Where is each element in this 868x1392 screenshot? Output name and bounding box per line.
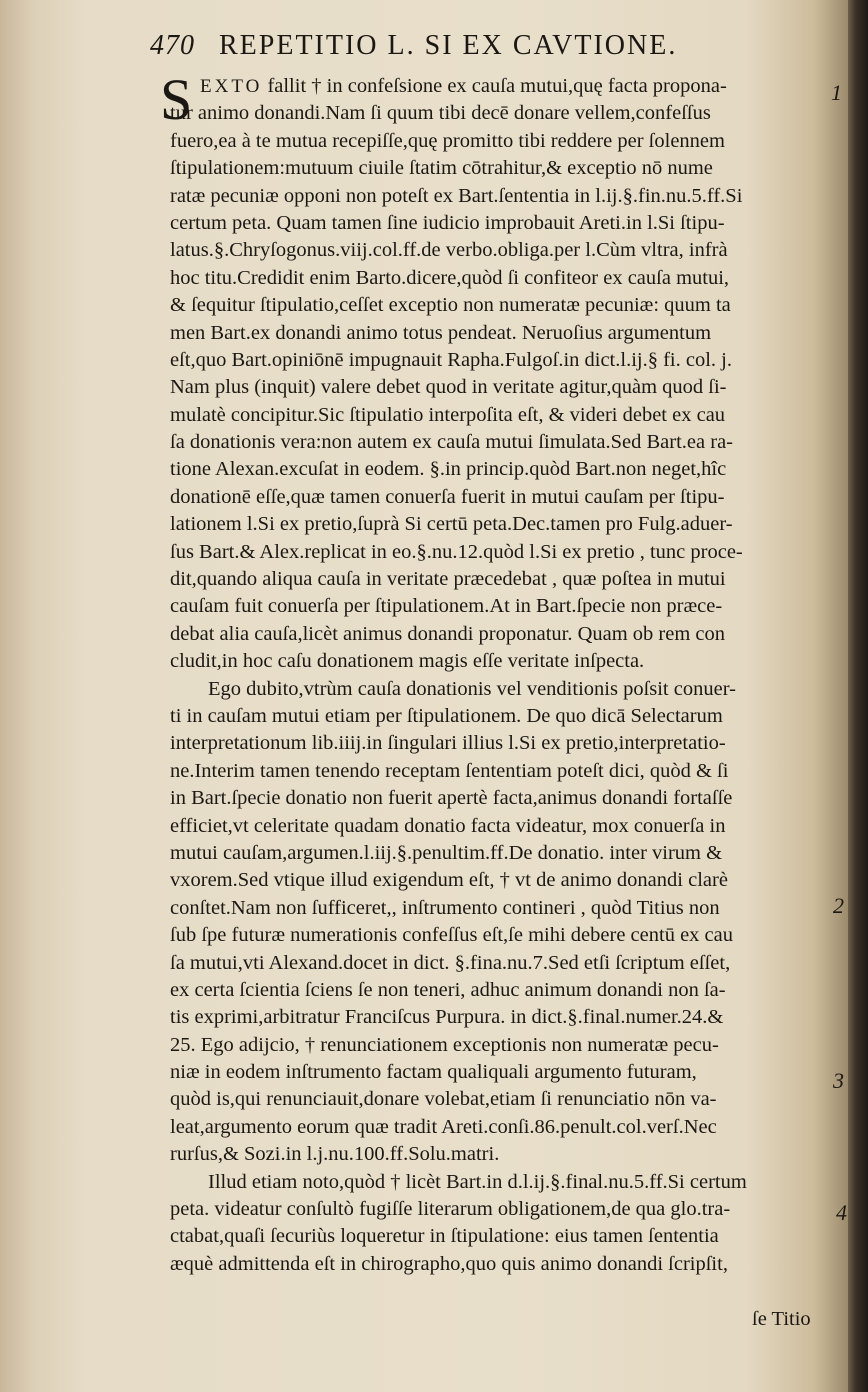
page-number: 470: [150, 30, 195, 61]
opening-word: EXTO: [200, 76, 263, 97]
main-text-block: [160, 67, 825, 1278]
text-line: & ſequitur ſtipulatio,ceſſet exceptio non numeratæ pecuniæ: quum ta: [170, 294, 731, 317]
text-line: ſa mutui,vti Alexand.docet in dict. §.fina.nu.7.Sed etſi ſcriptum eſſet,: [170, 951, 731, 974]
text-line: interpretationum lib.iiij.in ſingulari illius l.Si ex pretio,interpretatio-: [170, 732, 726, 755]
text-line: ſa donationis vera:non autem ex cauſa mutui ſimulata.Sed Bart.ea ra-: [170, 431, 733, 454]
margin-note-4: 4: [836, 1200, 847, 1225]
text-line: donationē eſſe,quæ tamen conuerſa fuerit in mutui cauſam per ſtipu-: [170, 485, 725, 508]
text-line: lationem l.Si ex pretio,ſuprà Si certū peta.Dec.tamen pro Fulg.aduer-: [170, 513, 733, 536]
text-line: tis exprimi,arbitratur Franciſcus Purpura. in dict.§.final.numer.24.&: [170, 1006, 724, 1029]
text-line: ex certa ſcientia ſciens ſe non teneri, adhuc animum donandi non ſa-: [170, 978, 726, 1001]
text-line-1: S EXTO fallit † in confeſsione ex cauſa mutui,quę facta propona-: [160, 67, 727, 132]
text-line: peta. videatur conſultò fugiſſe literarum obligationem,de qua glo.tra-: [170, 1198, 731, 1221]
catchword: ſe Titio: [752, 1308, 811, 1330]
text-line: niæ in eodem inſtrumento factam qualiquali argumento futuram,: [170, 1061, 697, 1084]
text-line: æquè admittenda eſt in chirographo,quo quis animo donandi ſcripſit,: [170, 1252, 728, 1275]
text-line: tur animo donandi.Nam ſi quum tibi decē donare vellem,confeſſus: [170, 102, 711, 125]
text-line: ſub ſpe futuræ numerationis confeſſus eſt,ſe mihi debere centū ex cau: [170, 924, 733, 947]
text-line: mulatè concipitur.Sic ſtipulatio interpoſita eſt, & videri debet ex cau: [170, 403, 726, 426]
text-line: tione Alexan.excuſat in eodem. §.in princip.quòd Bart.non neget,hîc: [170, 458, 727, 481]
text-line: men Bart.ex donandi animo totus pendeat. Neruoſius argumentum: [170, 321, 712, 344]
text-line: vxorem.Sed vtique illud exigendum eſt, † vt de animo donandi clarè: [170, 869, 728, 892]
text-line: rurſus,& Sozi.in l.j.nu.100.ff.Solu.matri.: [170, 1143, 500, 1166]
text-line: 25. Ego adijcio, † renunciationem exceptionis non numeratæ pecu-: [170, 1033, 719, 1056]
text-line: eſt,quo Bart.opiniōnē impugnauit Rapha.Fulgoſ.in dict.l.ij.§ fi. col. j.: [170, 348, 732, 371]
text-line: conſtet.Nam non ſufficeret,, inſtrumento contineri , quòd Titius non: [170, 896, 720, 919]
text-line: cludit,in hoc caſu donationem magis eſſe veritate inſpecta.: [170, 650, 645, 673]
text-line: cauſam fuit conuerſa per ſtipulationem.At in Bart.ſpecie non præce-: [170, 595, 723, 618]
text-line: leat,argumento eorum quæ tradit Areti.conſi.86.penult.col.verſ.Nec: [170, 1115, 717, 1138]
text-line: ti in cauſam mutui etiam per ſtipulationem. De quo dicā Selectarum: [170, 704, 723, 727]
drop-cap: S: [160, 67, 193, 132]
paragraph-2-start: Ego dubito,vtrùm cauſa donationis vel venditionis poſsit conuer-: [208, 677, 736, 700]
margin-note-3: 3: [833, 1068, 844, 1093]
margin-note-1: 1: [831, 80, 842, 105]
text-line: ne.Interim tamen tenendo receptam ſententiam poteſt dici, quòd & ſi: [170, 759, 729, 782]
text-line: fuero,ea à te mutua recepiſſe,quę promitto tibi reddere per ſolennem: [170, 129, 725, 152]
paragraph-3-start: Illud etiam noto,quòd † licèt Bart.in d.l.ij.§.final.nu.5.ff.Si certum: [208, 1170, 747, 1193]
text-line: Nam plus (inquit) valere debet quod in veritate agitur,quàm quod ſi-: [170, 376, 727, 399]
text-line: hoc titu.Credidit enim Barto.dicere,quòd ſi confiteor ex cauſa mutui,: [170, 266, 730, 289]
book-binding: [848, 0, 868, 1392]
text-line: debat alia cauſa,licèt animus donandi proponatur. Quam ob rem con: [170, 622, 726, 645]
text-line: ctabat,quaſi ſecuriùs loqueretur in ſtipulatione: eius tamen ſententia: [170, 1225, 719, 1248]
text-line: certum peta. Quam tamen ſine iudicio improbauit Areti.in l.Si ſtipu-: [170, 211, 725, 234]
margin-note-2: 2: [833, 893, 844, 918]
text-line: ſus Bart.& Alex.replicat in eo.§.nu.12.quòd l.Si ex pretio , tunc proce-: [170, 540, 743, 563]
text-line: in Bart.ſpecie donatio non fuerit apertè facta,animus donandi fortaſſe: [170, 787, 733, 810]
text-line: quòd is,qui renunciauit,donare volebat,etiam ſi renunciatio nōn va-: [170, 1088, 717, 1111]
text-line: efficiet,vt celeritate quadam donatio facta videatur, mox conuerſa in: [170, 814, 726, 837]
text-line: ſtipulationem:mutuum ciuile ſtatim cōtrahitur,& exceptio nō nume: [170, 157, 713, 180]
running-title: REPETITIO L. SI EX CAVTIONE.: [219, 30, 678, 61]
text-line: mutui cauſam,argumen.l.iij.§.penultim.ff.De donatio. inter virum &: [170, 841, 723, 864]
text-line: latus.§.Chryſogonus.viij.col.ff.de verbo.obliga.per l.Cùm vltra, infrà: [170, 239, 728, 262]
running-header: [150, 30, 677, 70]
text-line: ratæ pecuniæ opponi non poteſt ex Bart.ſententia in l.ij.§.fin.nu.5.ff.Si: [170, 184, 743, 207]
text-line: dit,quando aliqua cauſa in veritate præcedebat , quæ poſtea in mutui: [170, 568, 726, 591]
